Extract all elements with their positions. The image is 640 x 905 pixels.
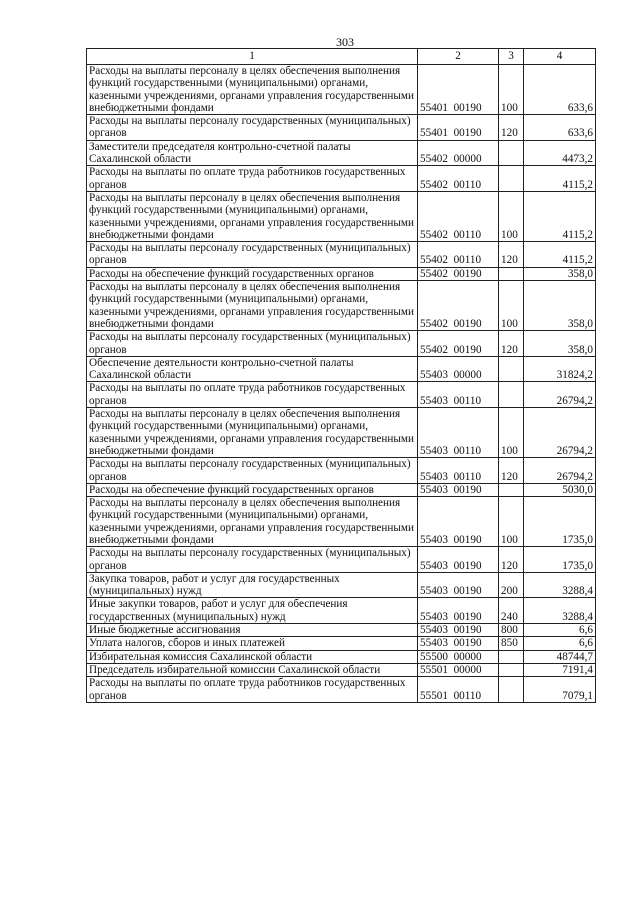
- row-name-cell: Расходы на выплаты персоналу государственных (муниципальных) органов: [87, 547, 418, 573]
- row-amount-cell: 633,6: [524, 65, 596, 115]
- row-type-cell: 200: [499, 572, 524, 598]
- row-code-cell: 55402 00110: [418, 191, 499, 241]
- row-code-cell: 55403 00110: [418, 382, 499, 408]
- row-type-cell: [499, 267, 524, 280]
- table-row: [87, 115, 596, 141]
- table-header-row: [87, 49, 596, 65]
- row-code-cell: 55401 00190: [418, 115, 499, 141]
- row-amount-cell: 7079,1: [524, 677, 596, 703]
- row-amount-cell: 4115,2: [524, 242, 596, 268]
- row-code-cell: 55402 00190: [418, 281, 499, 331]
- row-name-cell: Расходы на обеспечение функций государственных органов: [87, 267, 418, 280]
- row-code-cell: 55403 00190: [418, 483, 499, 496]
- row-code-cell: 55403 00000: [418, 356, 499, 382]
- row-type-cell: 120: [499, 115, 524, 141]
- row-amount-cell: 358,0: [524, 267, 596, 280]
- row-name-cell: Иные бюджетные ассигнования: [87, 624, 418, 637]
- table-row: [87, 650, 596, 663]
- table-row: [87, 242, 596, 268]
- row-name-cell: Расходы на выплаты персоналу государственных (муниципальных) органов: [87, 242, 418, 268]
- row-type-cell: 120: [499, 242, 524, 268]
- row-amount-cell: 48744,7: [524, 650, 596, 663]
- row-name-cell: Расходы на выплаты персоналу в целях обеспечения выполнения функций государственными (муниципальными) органами, казенными учреждениями, органами управления государственными внебюджетными фондами: [87, 191, 418, 241]
- row-name-cell: Обеспечение деятельности контрольно-счетной палаты Сахалинской области: [87, 356, 418, 382]
- row-code-cell: 55403 00190: [418, 572, 499, 598]
- row-amount-cell: 26794,2: [524, 382, 596, 408]
- table-row: [87, 356, 596, 382]
- row-amount-cell: 3288,4: [524, 598, 596, 624]
- row-type-cell: 120: [499, 458, 524, 484]
- row-code-cell: 55403 00190: [418, 598, 499, 624]
- row-type-cell: 100: [499, 281, 524, 331]
- column-header-4: 4: [524, 49, 596, 65]
- column-header-1: 1: [87, 49, 418, 65]
- table-row: [87, 637, 596, 650]
- row-code-cell: 55501 00110: [418, 677, 499, 703]
- row-code-cell: 55402 00190: [418, 331, 499, 357]
- row-code-cell: 55403 00190: [418, 497, 499, 547]
- row-amount-cell: 4473,2: [524, 140, 596, 166]
- page-number: 303: [336, 35, 354, 49]
- row-type-cell: [499, 356, 524, 382]
- row-amount-cell: 633,6: [524, 115, 596, 141]
- row-amount-cell: 1735,0: [524, 547, 596, 573]
- row-name-cell: Расходы на выплаты персоналу в целях обеспечения выполнения функций государственными (муниципальными) органами, казенными учреждениями, органами управления государственными внебюджетными фондами: [87, 281, 418, 331]
- table-row: [87, 547, 596, 573]
- row-type-cell: [499, 166, 524, 192]
- row-code-cell: 55500 00000: [418, 650, 499, 663]
- column-header-2: 2: [418, 49, 499, 65]
- row-amount-cell: 358,0: [524, 281, 596, 331]
- row-type-cell: [499, 650, 524, 663]
- column-header-3: 3: [499, 49, 524, 65]
- table-row: [87, 497, 596, 547]
- row-amount-cell: 5030,0: [524, 483, 596, 496]
- row-type-cell: 100: [499, 497, 524, 547]
- budget-table: [86, 48, 596, 703]
- table-row: [87, 572, 596, 598]
- row-code-cell: 55403 00190: [418, 637, 499, 650]
- row-type-cell: 240: [499, 598, 524, 624]
- row-amount-cell: 26794,2: [524, 408, 596, 458]
- row-code-cell: 55402 00190: [418, 267, 499, 280]
- row-amount-cell: 4115,2: [524, 191, 596, 241]
- row-code-cell: 55501 00000: [418, 663, 499, 676]
- table-row: [87, 677, 596, 703]
- row-type-cell: 800: [499, 624, 524, 637]
- row-amount-cell: 6,6: [524, 637, 596, 650]
- row-name-cell: Расходы на выплаты персоналу в целях обеспечения выполнения функций государственными (муниципальными) органами, казенными учреждениями, органами управления государственными внебюджетными фондами: [87, 65, 418, 115]
- table-row: [87, 166, 596, 192]
- row-type-cell: 850: [499, 637, 524, 650]
- row-name-cell: Председатель избирательной комиссии Сахалинской области: [87, 663, 418, 676]
- row-amount-cell: 4115,2: [524, 166, 596, 192]
- row-code-cell: 55402 00000: [418, 140, 499, 166]
- row-amount-cell: 26794,2: [524, 458, 596, 484]
- row-name-cell: Заместители председателя контрольно-счетной палаты Сахалинской области: [87, 140, 418, 166]
- row-name-cell: Иные закупки товаров, работ и услуг для обеспечения государственных (муниципальных) нужд: [87, 598, 418, 624]
- row-type-cell: 100: [499, 408, 524, 458]
- row-amount-cell: 31824,2: [524, 356, 596, 382]
- row-code-cell: 55402 00110: [418, 242, 499, 268]
- table-row: [87, 408, 596, 458]
- table-row: [87, 65, 596, 115]
- row-amount-cell: 6,6: [524, 624, 596, 637]
- table-row: [87, 598, 596, 624]
- row-name-cell: Расходы на выплаты по оплате труда работников государственных органов: [87, 382, 418, 408]
- table-row: [87, 191, 596, 241]
- row-name-cell: Расходы на выплаты персоналу государственных (муниципальных) органов: [87, 331, 418, 357]
- row-code-cell: 55403 00190: [418, 624, 499, 637]
- row-amount-cell: 358,0: [524, 331, 596, 357]
- row-type-cell: [499, 382, 524, 408]
- table-row: [87, 663, 596, 676]
- row-name-cell: Расходы на выплаты персоналу в целях обеспечения выполнения функций государственными (муниципальными) органами, казенными учреждениями, органами управления государственными внебюджетными фондами: [87, 497, 418, 547]
- table-row: [87, 267, 596, 280]
- table-row: [87, 458, 596, 484]
- row-amount-cell: 3288,4: [524, 572, 596, 598]
- row-code-cell: 55402 00110: [418, 166, 499, 192]
- row-name-cell: Расходы на выплаты персоналу в целях обеспечения выполнения функций государственными (муниципальными) органами, казенными учреждениями, органами управления государственными внебюджетными фондами: [87, 408, 418, 458]
- row-type-cell: 120: [499, 547, 524, 573]
- row-code-cell: 55403 00190: [418, 547, 499, 573]
- table-row: [87, 382, 596, 408]
- row-code-cell: 55401 00190: [418, 65, 499, 115]
- row-type-cell: [499, 483, 524, 496]
- row-name-cell: Уплата налогов, сборов и иных платежей: [87, 637, 418, 650]
- row-name-cell: Избирательная комиссия Сахалинской области: [87, 650, 418, 663]
- table-row: [87, 281, 596, 331]
- row-name-cell: Расходы на обеспечение функций государственных органов: [87, 483, 418, 496]
- row-name-cell: Закупка товаров, работ и услуг для государственных (муниципальных) нужд: [87, 572, 418, 598]
- row-type-cell: [499, 663, 524, 676]
- row-type-cell: 100: [499, 65, 524, 115]
- row-amount-cell: 1735,0: [524, 497, 596, 547]
- row-code-cell: 55403 00110: [418, 408, 499, 458]
- row-type-cell: [499, 677, 524, 703]
- table-row: [87, 483, 596, 496]
- row-code-cell: 55403 00110: [418, 458, 499, 484]
- row-type-cell: 100: [499, 191, 524, 241]
- table-row: [87, 140, 596, 166]
- row-amount-cell: 7191,4: [524, 663, 596, 676]
- row-name-cell: Расходы на выплаты персоналу государственных (муниципальных) органов: [87, 458, 418, 484]
- table-row: [87, 331, 596, 357]
- row-type-cell: 120: [499, 331, 524, 357]
- row-name-cell: Расходы на выплаты по оплате труда работников государственных органов: [87, 166, 418, 192]
- row-name-cell: Расходы на выплаты по оплате труда работников государственных органов: [87, 677, 418, 703]
- table-row: [87, 624, 596, 637]
- row-type-cell: [499, 140, 524, 166]
- row-name-cell: Расходы на выплаты персоналу государственных (муниципальных) органов: [87, 115, 418, 141]
